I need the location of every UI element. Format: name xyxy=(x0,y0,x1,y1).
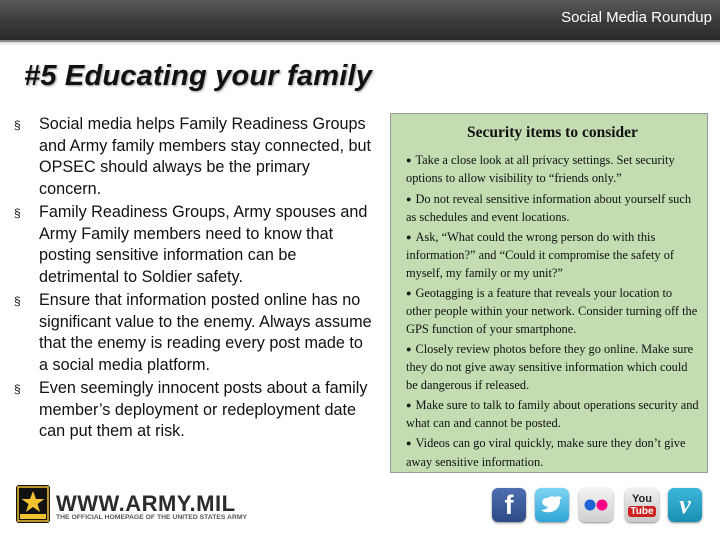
security-item-text: Ask, “What could the wrong person do with this information?” and “Could it compromise the safety of myself, my family or my unit?” xyxy=(406,230,675,280)
bullet-marker: § xyxy=(14,382,21,396)
facebook-icon[interactable] xyxy=(492,488,526,522)
security-item-text: Videos can go viral quickly, make sure they don’t give away sensitive information. xyxy=(406,436,686,469)
army-url-link[interactable]: WWW.ARMY.MIL xyxy=(56,491,236,516)
security-items-list xyxy=(406,152,699,471)
security-item xyxy=(406,285,699,338)
bullet-text: Even seemingly innocent posts about a family member’s deployment or redeployment date can put them at risk. xyxy=(39,379,368,440)
bullet-marker: § xyxy=(14,206,21,220)
bullet-dot-icon: ● xyxy=(406,438,412,449)
youtube-label-bottom: Tube xyxy=(630,505,654,517)
security-item-text: Take a close look at all privacy settings. Set security options to allow visibility to “friends only.” xyxy=(406,153,675,186)
bullet-item xyxy=(12,378,374,443)
youtube-icon[interactable] xyxy=(625,488,659,522)
security-item xyxy=(406,229,699,282)
slide-title: #5 Educating your family xyxy=(24,60,373,92)
security-item xyxy=(406,435,699,471)
security-item-text: Make sure to talk to family about operations security and what can and cannot be posted. xyxy=(406,397,699,431)
vimeo-icon[interactable] xyxy=(668,488,702,522)
vimeo-glyph: v xyxy=(679,490,691,519)
flickr-icon[interactable] xyxy=(579,488,613,522)
bullet-text: Social media helps Family Readiness Groups and Army family members stay connected, but OPSEC should always be the primary concern. xyxy=(39,115,371,198)
bullet-dot-icon: ● xyxy=(406,232,412,243)
bullet-marker: § xyxy=(14,294,21,308)
army-star-logo-icon[interactable] xyxy=(16,485,50,523)
security-item-text: Do not reveal sensitive information about yourself such as schedules and event locations. xyxy=(406,191,692,224)
security-item xyxy=(406,191,699,227)
bullet-item xyxy=(12,202,374,288)
bullet-list xyxy=(12,114,374,445)
bullet-dot-icon: ● xyxy=(406,343,412,354)
header-title: Social Media Roundup xyxy=(561,9,712,26)
bullet-dot-icon: ● xyxy=(406,193,412,204)
bullet-dot-icon: ● xyxy=(406,288,412,299)
security-box-title: Security items to consider xyxy=(467,124,638,141)
security-item xyxy=(406,397,699,433)
youtube-label-top: You xyxy=(632,492,652,505)
security-item xyxy=(406,341,699,394)
army-tagline: THE OFFICIAL HOMEPAGE OF THE UNITED STATES ARMY xyxy=(56,514,248,521)
security-items-box xyxy=(390,113,708,473)
facebook-glyph: f xyxy=(504,489,514,520)
bullet-text: Family Readiness Groups, Army spouses and Army Family members need to know that posting sensitive information can be detrimental to Soldier safety. xyxy=(39,203,368,286)
bullet-marker: § xyxy=(14,118,21,132)
security-item-text: Geotagging is a feature that reveals your location to other people within your network. Consider turning off the GPS function of your smartphone. xyxy=(406,286,698,336)
bullet-dot-icon: ● xyxy=(406,155,412,165)
bullet-item xyxy=(12,290,374,376)
twitter-icon[interactable] xyxy=(535,488,569,522)
bullet-text: Ensure that information posted online has no significant value to the enemy. Always assume that the enemy is reading every post made to a social media platform. xyxy=(39,291,372,374)
security-item xyxy=(406,152,699,188)
bullet-dot-icon: ● xyxy=(406,399,412,410)
bullet-item xyxy=(12,114,374,200)
header-bar xyxy=(0,0,720,42)
security-item-text: Closely review photos before they go online. Make sure they do not give away sensitive information which could be dangerous if released. xyxy=(406,341,694,392)
